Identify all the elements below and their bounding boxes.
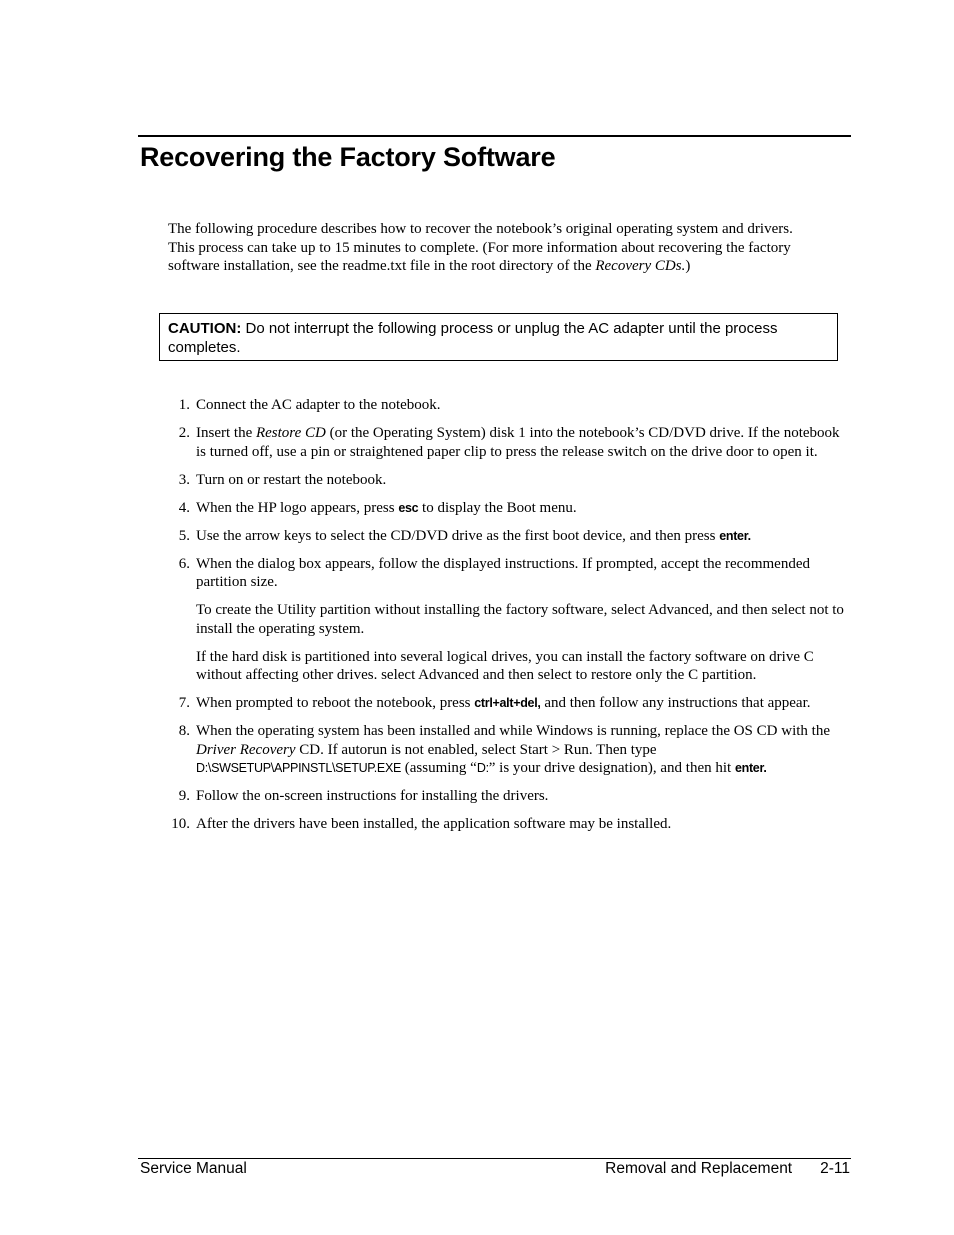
step-9: 9. Follow the on-screen instructions for installing the drivers. bbox=[178, 788, 549, 805]
step-7: 7. When prompted to reboot the notebook, press ctrl+alt+del, and then follow any instructions that appear. bbox=[178, 695, 811, 712]
step-5: 5. Use the arrow keys to select the CD/DVD drive as the first boot device, and then press enter. bbox=[178, 527, 751, 544]
page-title: Recovering the Factory Software bbox=[140, 142, 556, 172]
key-ctrl-alt-del: ctrl+alt+del, bbox=[474, 696, 541, 711]
step-2: 2. Insert the Restore CD (or the Operating System) disk 1 into the notebook’s CD/DVD drive. If the notebook is turned off, use a pin or straightened paper clip to press the release switch on the drive door to open it. bbox=[178, 424, 840, 460]
step-6: 6. When the dialog box appears, follow the displayed instructions. If prompted, accept the recommended partition size. To create the Utility partition without installing the factory software, select Advanced, and then select not to install the operating system. If the hard disk is partitioned into several logical drives, you can install the factory software on drive C without affecting other drives. select Advanced and then select to restore only the C partition. bbox=[178, 555, 844, 684]
header-rule bbox=[138, 135, 851, 137]
footer-rule bbox=[138, 1158, 851, 1159]
key-enter: enter. bbox=[719, 528, 751, 543]
setup-path: D:\SWSETUP\APPINSTL\SETUP.EXE bbox=[196, 761, 402, 776]
key-enter: enter. bbox=[734, 761, 767, 776]
caution-box bbox=[159, 313, 838, 361]
footer-manual-title: Service Manual bbox=[140, 1160, 247, 1177]
step-1: 1. Connect the AC adapter to the notebook. bbox=[178, 397, 441, 413]
caution-text: Do not interrupt the following process or unplug the AC adapter until the process completes. bbox=[168, 320, 778, 356]
caution-label: CAUTION: bbox=[168, 320, 242, 337]
procedure-steps bbox=[168, 396, 848, 843]
key-esc: esc bbox=[398, 500, 419, 515]
page-number: 2-11 bbox=[820, 1160, 850, 1177]
step-8: 8. When the operating system has been installed and while Windows is running, replace the OS CD with the Driver Recovery CD. If autorun is not enabled, select Start > Run. Then type D:\SWSETUP\APPINSTL\SETUP.EXE (assuming “D:” is your drive designation), and then hit enter. bbox=[178, 723, 830, 777]
step-4: 4. When the HP logo appears, press esc to display the Boot menu. bbox=[178, 499, 577, 516]
intro-paragraph: The following procedure describes how to recover the notebook’s original operating system and drivers. This process can take up to 15 minutes to complete. (For more information about recovering the factory software installation, see the readme.txt file in the root directory of the Recovery CDs.) bbox=[168, 221, 793, 275]
step-10: 10. After the drivers have been installed, the application software may be installed. bbox=[171, 816, 672, 833]
footer-section: Removal and Replacement 2-11 bbox=[605, 1160, 850, 1177]
step-3: 3. Turn on or restart the notebook. bbox=[178, 471, 387, 488]
